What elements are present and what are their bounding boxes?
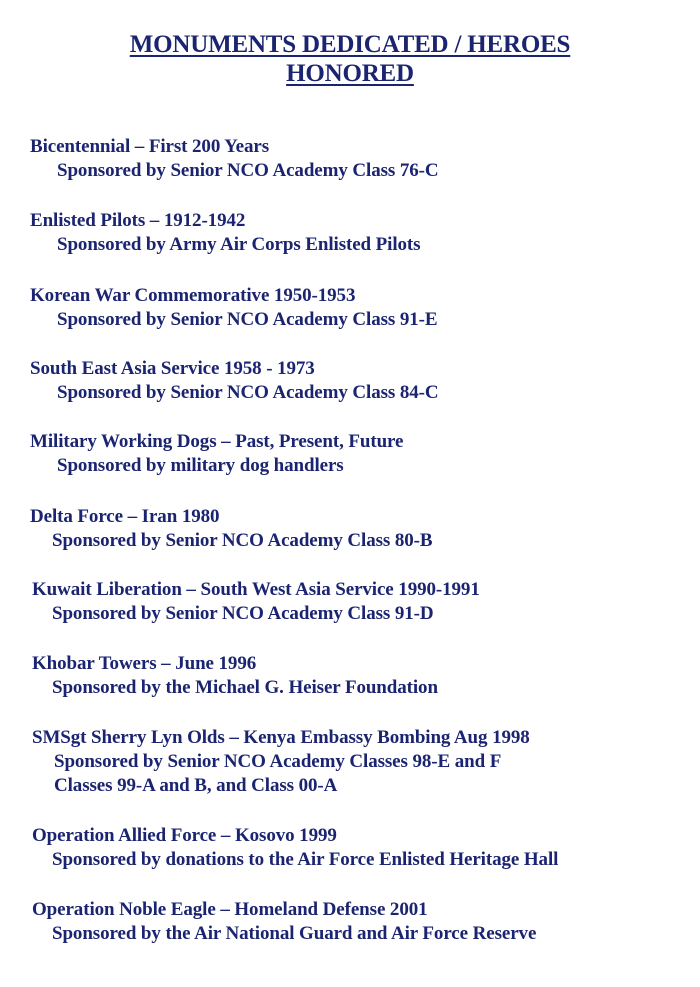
monument-sponsor: Sponsored by Senior NCO Academy Class 91-E xyxy=(57,309,438,330)
monument-title: Delta Force – Iran 1980 xyxy=(30,506,220,527)
monument-sponsor: Sponsored by Senior NCO Academy Classes 98-E and F xyxy=(54,751,502,772)
monument-title: Enlisted Pilots – 1912-1942 xyxy=(30,210,246,231)
monument-sponsor: Sponsored by Senior NCO Academy Class 91-D xyxy=(52,603,434,624)
monument-sponsor: Sponsored by Senior NCO Academy Class 80-B xyxy=(52,530,433,551)
monument-title: South East Asia Service 1958 - 1973 xyxy=(30,358,315,379)
monument-sponsor: Sponsored by Army Air Corps Enlisted Pilots xyxy=(57,234,421,255)
monument-sponsor: Sponsored by military dog handlers xyxy=(57,455,344,476)
monument-sponsor: Sponsored by donations to the Air Force Enlisted Heritage Hall xyxy=(52,849,559,870)
page-title-line-1: MONUMENTS DEDICATED / HEROES xyxy=(129,31,571,58)
monument-sponsor: Sponsored by Senior NCO Academy Class 76-C xyxy=(57,160,439,181)
monument-title: Korean War Commemorative 1950-1953 xyxy=(30,285,356,306)
monument-title: Bicentennial – First 200 Years xyxy=(30,136,270,157)
page-title xyxy=(0,30,700,88)
monument-title: Kuwait Liberation – South West Asia Service 1990-1991 xyxy=(32,579,480,600)
monument-title: SMSgt Sherry Lyn Olds – Kenya Embassy Bombing Aug 1998 xyxy=(32,727,530,748)
monument-sponsor: Sponsored by Senior NCO Academy Class 84-C xyxy=(57,382,439,403)
monument-sponsor: Sponsored by the Air National Guard and Air Force Reserve xyxy=(52,923,537,944)
monument-sponsor-continued: Classes 99-A and B, and Class 00-A xyxy=(54,775,338,796)
monument-title: Operation Allied Force – Kosovo 1999 xyxy=(32,825,337,846)
monument-title: Khobar Towers – June 1996 xyxy=(32,653,257,674)
monument-sponsor: Sponsored by the Michael G. Heiser Foundation xyxy=(52,677,438,698)
page-title-line-2: HONORED xyxy=(286,60,414,87)
monument-title: Military Working Dogs – Past, Present, Future xyxy=(30,431,404,452)
monument-title: Operation Noble Eagle – Homeland Defense 2001 xyxy=(32,899,428,920)
